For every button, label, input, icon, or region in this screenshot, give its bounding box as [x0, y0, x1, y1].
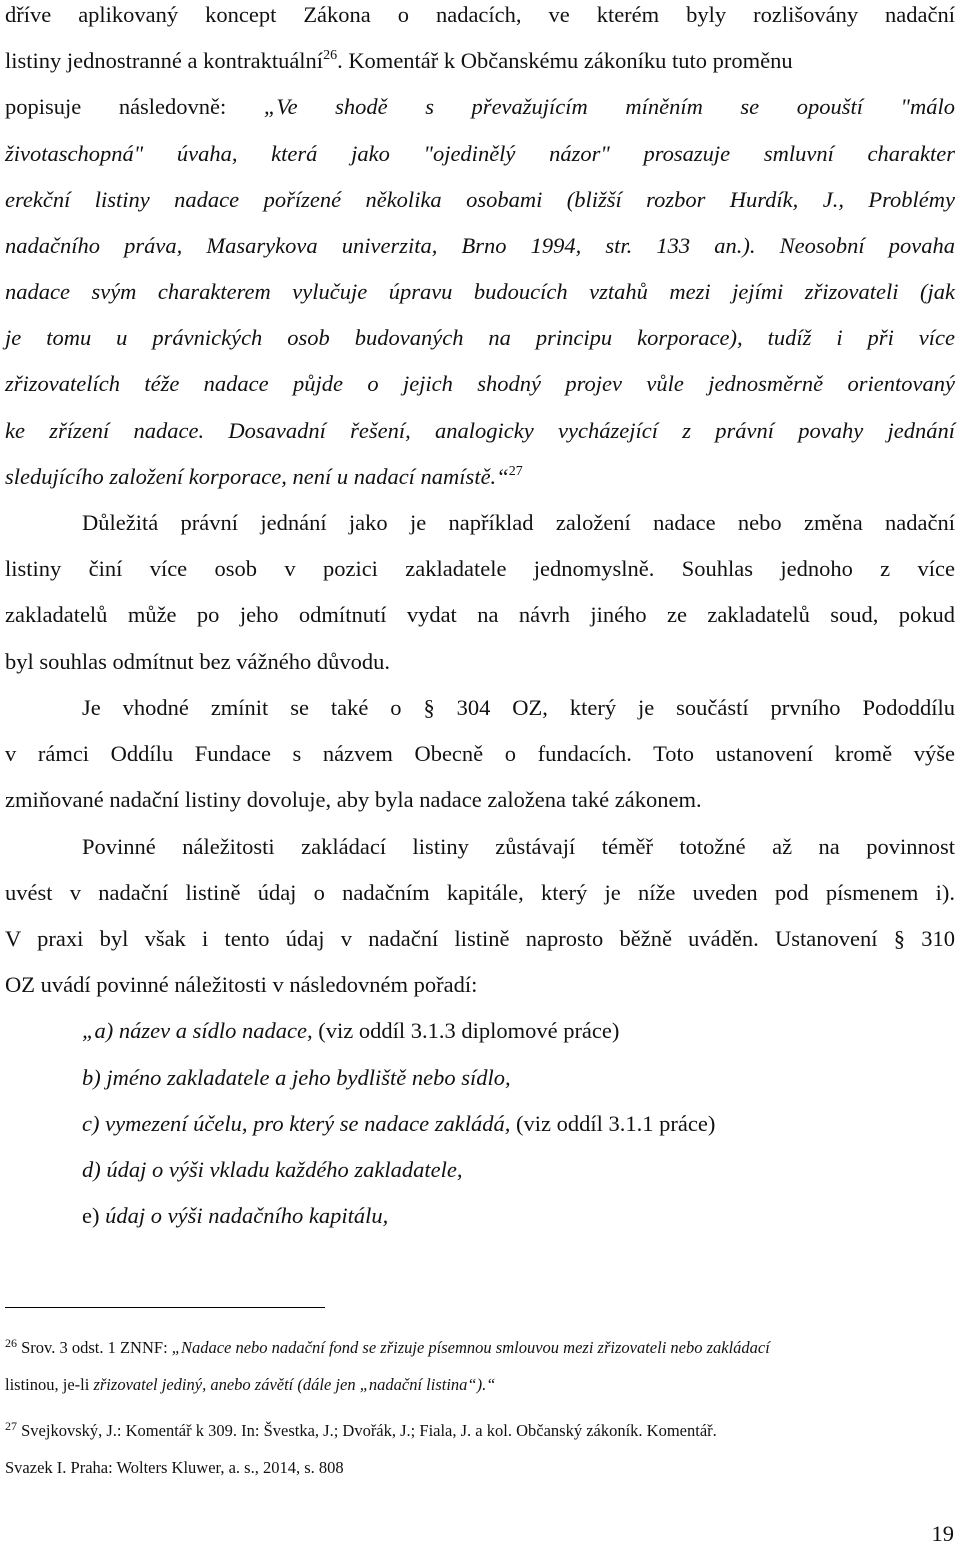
paragraph-line: OZ uvádí povinné náležitosti v následovném pořadí: — [5, 972, 478, 997]
paragraph-line: listiny činí více osob v pozici zakladatele jednomyslně. Souhlas jednoho z více — [5, 556, 955, 581]
paragraph-line: Je vhodné zmínit se také o § 304 OZ, který je součástí prvního Pododdílu — [82, 695, 955, 720]
quote-line: erekční listiny nadace pořízené několika osobami (bližší rozbor Hurdík, J., Problémy — [5, 187, 955, 212]
footnote-27 — [5, 1419, 955, 1443]
paragraph-line: Povinné náležitosti zakládací listiny zůstávají téměř totožné až na povinnost — [82, 834, 955, 859]
text: . Komentář k Občanskému zákoníku tuto proměnu — [337, 48, 793, 73]
quote-text: „Nadace nebo nadační fond se zřizuje písemnou smlouvou mezi zřizovateli nebo zakládací — [171, 1338, 770, 1357]
closing-quote: “ — [496, 464, 509, 489]
quote-line: ke zřízení nadace. Dosavadní řešení, analogicky vycházející z právní povahy jednání — [5, 418, 955, 443]
paragraph-line: byl souhlas odmítnut bez vážného důvodu. — [5, 649, 390, 674]
quote-line: je tomu u právnických osob budovaných na principu korporace), tudíž i při více — [5, 325, 955, 350]
paragraph-line: zakladatelů může po jeho odmítnutí vydat na návrh jiného ze zakladatelů soud, pokud — [5, 602, 955, 627]
paragraph-line: uvést v nadační listině údaj o nadačním kapitále, který je níže uveden pod písmenem i). — [5, 880, 955, 905]
paragraph-line — [5, 46, 955, 76]
paragraph-line — [5, 0, 955, 30]
list-item-text: „a) název a sídlo nadace, — [82, 1018, 313, 1043]
list-item — [82, 1016, 619, 1046]
list-item-note: (viz oddíl 3.1.3 diplomové práce) — [312, 1018, 620, 1043]
footnote-26-line2 — [5, 1373, 955, 1397]
quote-line: zřizovatelích téže nadace půjde o jejich shodný projev vůle jednosměrně orientovaný — [5, 371, 955, 396]
quote-line: nadace svým charakterem vylučuje úpravu budoucích vztahů mezi jejími zřizovateli (jak — [5, 279, 955, 304]
footnote-27-line2: Svazek I. Praha: Wolters Kluwer, a. s., 2014, s. 808 — [5, 1458, 344, 1477]
list-item-note: (viz oddíl 3.1.1 práce) — [510, 1111, 716, 1136]
footnote-26 — [5, 1336, 955, 1360]
list-item: b) jméno zakladatele a jeho bydliště nebo sídlo, — [82, 1065, 511, 1090]
quote-text: „Ve shodě s převažujícím míněním se opouští "málo — [263, 94, 955, 119]
quote-line: nadačního práva, Masarykova univerzita, Brno 1994, str. 133 an.). Neosobní povaha — [5, 233, 955, 258]
footnote-ref: 26 — [323, 48, 338, 63]
text: listiny jednostranné a kontraktuální — [5, 48, 324, 73]
paragraph-line: v rámci Oddílu Fundace s názvem Obecně o fundacích. Toto ustanovení kromě výše — [5, 741, 955, 766]
quote-line: životaschopná" úvaha, která jako "ojedinělý názor" prosazuje smluvní charakter — [5, 141, 955, 166]
text: Svejkovský, J.: Komentář k 309. In: Švestka, J.; Dvořák, J.; Fiala, J. a kol. Občanský zákoník. Komentář. — [17, 1421, 717, 1440]
text: sledujícího založení korporace, není u nadací namístě. — [5, 464, 497, 489]
list-item-text: údaj o výši nadačního kapitálu, — [105, 1203, 389, 1228]
text: popisuje následovně: — [5, 94, 264, 119]
page-number: 19 — [931, 1521, 954, 1546]
list-item — [82, 1109, 715, 1139]
text: Srov. 3 odst. 1 ZNNF: — [17, 1338, 172, 1357]
footnote-ref: 27 — [508, 464, 523, 479]
text: listinou, je-li — [5, 1375, 94, 1394]
list-item: d) údaj o výši vkladu každého zakladatele, — [82, 1157, 463, 1182]
text: dříve aplikovaný koncept Zákona o nadacích, ve kterém byly rozlišovány nadační — [5, 2, 955, 27]
list-item-prefix: e) — [82, 1203, 106, 1228]
list-item-text: c) vymezení účelu, pro který se nadace zakládá, — [82, 1111, 511, 1136]
paragraph-line: zmiňované nadační listiny dovoluje, aby byla nadace založena také zákonem. — [5, 787, 702, 812]
quote-text: zřizovatel jediný, anebo závětí (dále jen „nadační listina“).“ — [93, 1375, 496, 1394]
paragraph-line: Důležitá právní jednání jako je například založení nadace nebo změna nadační — [82, 510, 955, 535]
footnote-number: 27 — [5, 1419, 17, 1433]
footnote-number: 26 — [5, 1336, 17, 1350]
footnote-separator — [5, 1307, 325, 1308]
paragraph-line — [5, 92, 955, 122]
list-item — [82, 1201, 388, 1231]
paragraph-line: V praxi byl však i tento údaj v nadační listině naprosto běžně uváděn. Ustanovení § 310 — [5, 926, 955, 951]
quote-line — [5, 462, 955, 492]
